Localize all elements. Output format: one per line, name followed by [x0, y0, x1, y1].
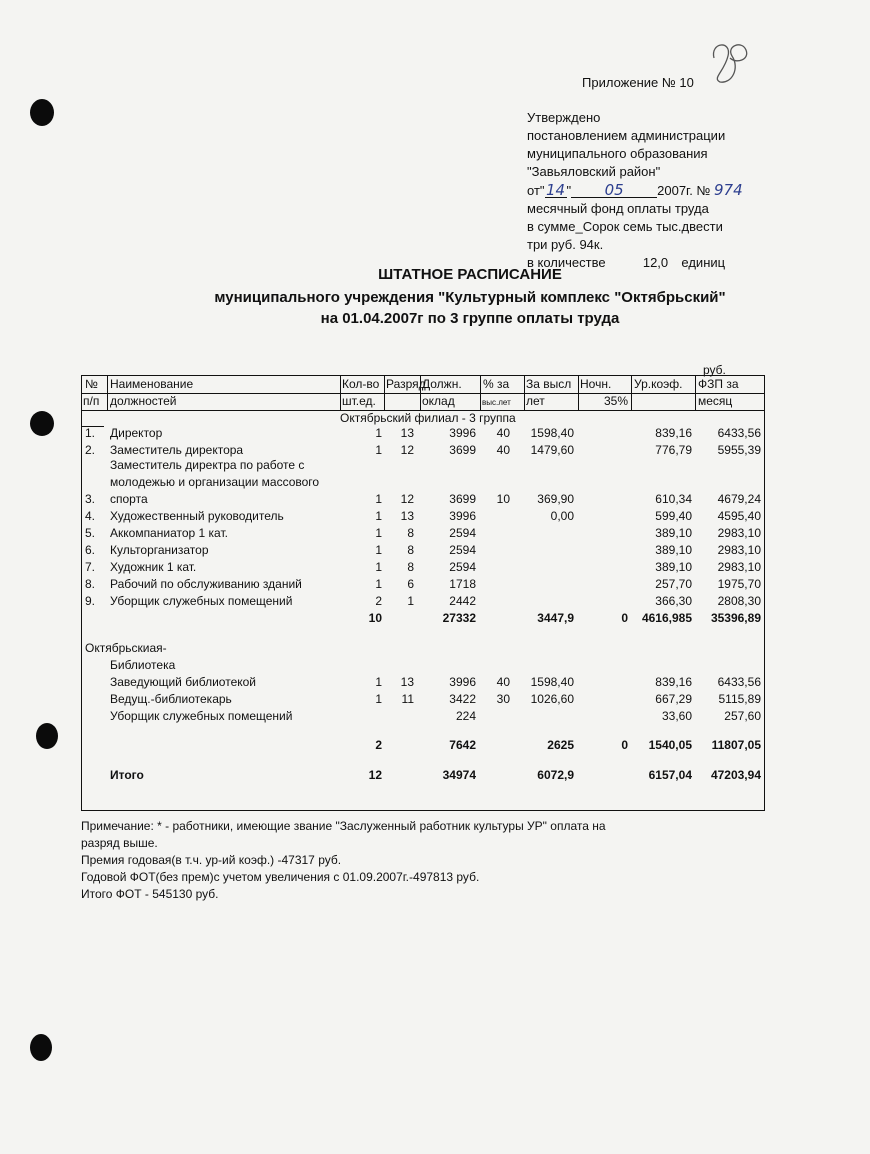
- punch-hole: [36, 723, 58, 749]
- row-coef: 667,29: [655, 692, 692, 706]
- row-pct: 40: [496, 426, 510, 440]
- row-n: 1.: [85, 426, 96, 440]
- row-n: 7.: [85, 560, 96, 574]
- note-line: разряд выше.: [81, 836, 158, 850]
- row-qty: 1: [375, 443, 382, 457]
- total-qty: 12: [368, 768, 382, 782]
- punch-hole: [30, 1034, 52, 1061]
- row-fzp: 6433,56: [717, 426, 761, 440]
- row-fzp: 5955,39: [717, 443, 761, 457]
- row-salary: 2594: [449, 560, 476, 574]
- col-header-salary: Должн.: [422, 377, 462, 391]
- row-grade: 13: [400, 675, 414, 689]
- row-name: Рабочий по обслуживанию зданий: [110, 577, 302, 591]
- row-coef: 839,16: [655, 426, 692, 440]
- row-pct: 30: [496, 692, 510, 706]
- row-fzp: 2983,10: [717, 543, 761, 557]
- subtotal-qty: 2: [375, 738, 382, 752]
- row-salary: 3699: [449, 443, 476, 457]
- attachment-number: Приложение № 10: [582, 75, 694, 90]
- subtotal-fzp: 35396,89: [710, 611, 761, 625]
- col-header-qty: шт.ед.: [342, 394, 376, 408]
- col-header-name: должностей: [110, 394, 177, 408]
- row-coef: 389,10: [655, 543, 692, 557]
- row-name: Директор: [110, 426, 163, 440]
- subtotal-salary: 7642: [449, 738, 476, 752]
- punch-hole: [30, 411, 54, 436]
- col-header-qty: Кол-во: [342, 377, 380, 391]
- row-coef: 610,34: [655, 492, 692, 506]
- col-header-fzp: месяц: [698, 394, 733, 408]
- row-coef: 599,40: [655, 509, 692, 523]
- row-qty: 1: [375, 560, 382, 574]
- row-salary: 1718: [449, 577, 476, 591]
- total-label: Итого: [110, 768, 144, 782]
- row-qty: 1: [375, 675, 382, 689]
- row-years: 1598,40: [530, 426, 574, 440]
- row-name: Уборщик служебных помещений: [110, 709, 293, 723]
- section-title: Октябрьский филиал - 3 группа: [340, 411, 516, 425]
- row-qty: 1: [375, 577, 382, 591]
- row-name: Аккомпаниатор 1 кат.: [110, 526, 228, 540]
- row-n: 2.: [85, 443, 96, 457]
- col-header-pct: % за: [483, 377, 510, 391]
- row-salary: 3996: [449, 426, 476, 440]
- row-qty: 1: [375, 526, 382, 540]
- col-header-num: п/п: [83, 394, 100, 408]
- row-n: 5.: [85, 526, 96, 540]
- col-header-num: №: [85, 377, 98, 391]
- row-name-cont: Заместитель директра по работе с: [110, 458, 305, 472]
- note-line: Премия годовая(в т.ч. ур-ий коэф.) -47317 руб.: [81, 853, 342, 867]
- row-fzp: 4679,24: [717, 492, 761, 506]
- approval-line: месячный фонд оплаты труда: [527, 201, 709, 216]
- subtotal-years: 2625: [547, 738, 574, 752]
- document-subtitle: муниципального учреждения "Культурный комплекс "Октябрьский": [214, 289, 726, 306]
- row-name: Уборщик служебных помещений: [110, 594, 293, 608]
- row-salary: 3996: [449, 509, 476, 523]
- row-coef: 776,79: [655, 443, 692, 457]
- row-n: 4.: [85, 509, 96, 523]
- row-coef: 257,70: [655, 577, 692, 591]
- row-salary: 2594: [449, 543, 476, 557]
- total-salary: 34974: [442, 768, 476, 782]
- col-header-pct: выс.лет: [482, 398, 511, 407]
- row-n: 3.: [85, 492, 96, 506]
- total-years: 6072,9: [537, 768, 574, 782]
- row-fzp: 1975,70: [717, 577, 761, 591]
- col-header-night: 35%: [603, 394, 628, 408]
- col-header-years: За высл: [526, 377, 572, 391]
- punch-hole: [30, 99, 54, 126]
- subtotal-night: 0: [621, 738, 628, 752]
- row-salary: 3699: [449, 492, 476, 506]
- subtotal-coef: 1540,05: [648, 738, 692, 752]
- row-coef: 366,30: [655, 594, 692, 608]
- row-name: Культорганизатор: [110, 543, 209, 557]
- col-header-name: Наименование: [110, 377, 194, 391]
- row-grade: 8: [407, 543, 414, 557]
- col-header-salary: оклад: [422, 394, 455, 408]
- note-line: Итого ФОТ - 545130 руб.: [81, 887, 219, 901]
- row-name: Заместитель директора: [110, 443, 244, 457]
- row-fzp: 2983,10: [717, 560, 761, 574]
- approval-date-line: от"14" 05 2007г. № 974: [527, 181, 743, 199]
- approval-line: в сумме_Сорок семь тыс.двести: [527, 219, 723, 234]
- row-grade: 12: [400, 443, 414, 457]
- row-fzp: 4595,40: [717, 509, 761, 523]
- row-years: 369,90: [537, 492, 574, 506]
- row-qty: 2: [375, 594, 382, 608]
- row-fzp: 257,60: [724, 709, 761, 723]
- approval-line: Утверждено: [527, 110, 601, 125]
- notes-block: [81, 818, 681, 903]
- row-qty: 1: [375, 692, 382, 706]
- total-fzp: 47203,94: [710, 768, 761, 782]
- approval-day: 14: [545, 181, 566, 199]
- row-n: 6.: [85, 543, 96, 557]
- row-pct: 40: [496, 443, 510, 457]
- subtotal-years: 3447,9: [537, 611, 574, 625]
- row-name: Художественный руководитель: [110, 509, 284, 523]
- row-grade: 8: [407, 560, 414, 574]
- approval-block: [527, 109, 743, 272]
- subtotal-qty: 10: [368, 611, 382, 625]
- document-subtitle-date: на 01.04.2007г по 3 группе оплаты труда: [320, 310, 620, 327]
- row-coef: 839,16: [655, 675, 692, 689]
- note-line: Годовой ФОТ(без прем)с учетом увеличения с 01.09.2007г.-497813 руб.: [81, 870, 480, 884]
- note-line: Примечание: * - работники, имеющие звание "Заслуженный работник культуры УР" оплата на: [81, 819, 606, 833]
- subtotal-night: 0: [621, 611, 628, 625]
- row-grade: 8: [407, 526, 414, 540]
- currency-unit: руб.: [703, 363, 726, 377]
- total-coef: 6157,04: [648, 768, 692, 782]
- approval-line: постановлением администрации: [527, 128, 726, 143]
- document-title: ШТАТНОЕ РАСПИСАНИЕ: [378, 266, 562, 283]
- row-n: 8.: [85, 577, 96, 591]
- row-years: 1598,40: [530, 675, 574, 689]
- row-qty: 1: [375, 543, 382, 557]
- staff-table: [81, 375, 765, 811]
- approval-line: муниципального образования: [527, 146, 708, 161]
- col-header-coef: Ур.коэф.: [634, 377, 683, 391]
- approval-count-line: в количестве 12,0 единиц: [527, 255, 726, 270]
- approval-line: "Завьяловский район": [527, 164, 661, 179]
- subtotal-salary: 27332: [442, 611, 476, 625]
- row-coef: 33,60: [661, 709, 692, 723]
- row-name: Заведующий библиотекой: [110, 675, 257, 689]
- row-grade: 11: [401, 692, 414, 706]
- row-name: Художник 1 кат.: [110, 560, 197, 574]
- row-years: 0,00: [550, 509, 574, 523]
- row-grade: 1: [407, 594, 414, 608]
- row-fzp: 6433,56: [717, 675, 761, 689]
- row-fzp: 5115,89: [718, 692, 761, 706]
- subtotal-coef: 4616,985: [641, 611, 692, 625]
- row-qty: 1: [375, 509, 382, 523]
- col-header-years: лет: [526, 394, 545, 408]
- row-name: Ведущ.-библиотекарь: [110, 692, 232, 706]
- row-pct: 10: [496, 492, 510, 506]
- section-title: Библиотека: [110, 658, 176, 672]
- col-header-night: Ночн.: [580, 377, 612, 391]
- row-salary: 2594: [449, 526, 476, 540]
- row-salary: 3422: [449, 692, 476, 706]
- section-title: Октябрьскиая-: [85, 641, 167, 655]
- row-pct: 40: [496, 675, 510, 689]
- row-coef: 389,10: [655, 560, 692, 574]
- row-salary: 224: [455, 709, 476, 723]
- col-header-fzp: ФЗП за: [698, 377, 739, 391]
- row-years: 1479,60: [530, 443, 574, 457]
- col-header-grade: Разряд: [386, 377, 426, 391]
- row-name-cont: молодежью и организации массового: [110, 475, 320, 489]
- row-name: спорта: [110, 492, 148, 506]
- handwritten-mark-icon: [706, 38, 754, 86]
- row-qty: 1: [375, 426, 382, 440]
- row-years: 1026,60: [530, 692, 574, 706]
- subtotal-fzp: 11807,05: [711, 738, 761, 752]
- row-salary: 2442: [449, 594, 476, 608]
- row-fzp: 2808,30: [717, 594, 761, 608]
- approval-month: 05: [571, 183, 657, 198]
- approval-line: три руб. 94к.: [527, 237, 604, 252]
- row-salary: 3996: [449, 675, 476, 689]
- row-fzp: 2983,10: [717, 526, 761, 540]
- row-coef: 389,10: [655, 526, 692, 540]
- row-grade: 6: [407, 577, 414, 591]
- row-n: 9.: [85, 594, 96, 608]
- row-grade: 13: [400, 509, 414, 523]
- approval-number: 974: [714, 181, 743, 199]
- row-grade: 12: [400, 492, 414, 506]
- row-qty: 1: [375, 492, 382, 506]
- row-grade: 13: [400, 426, 414, 440]
